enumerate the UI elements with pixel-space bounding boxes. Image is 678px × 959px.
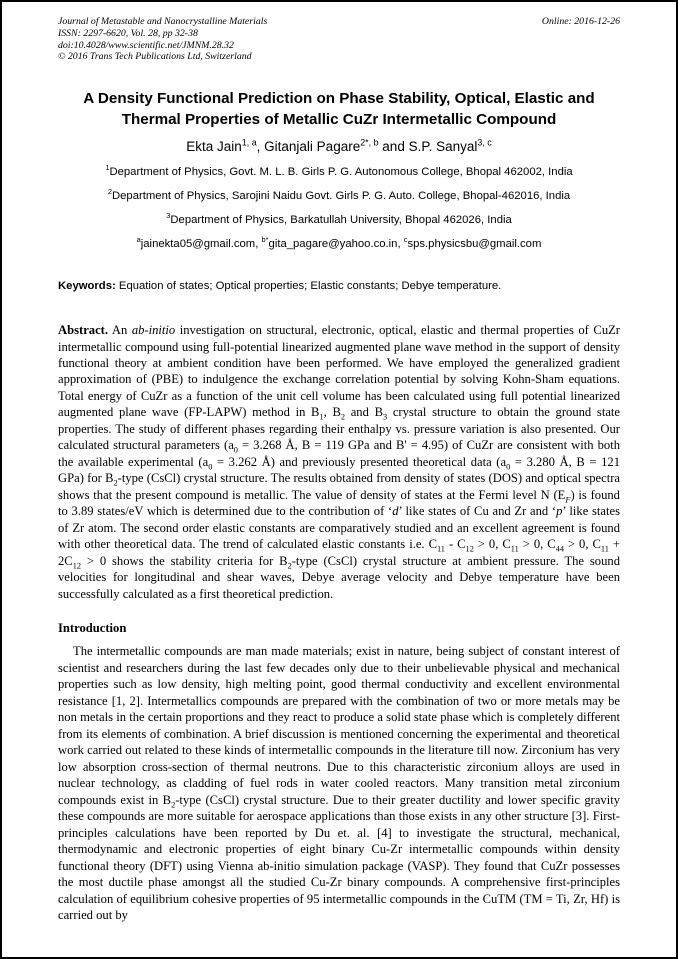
abstract-paragraph: Abstract. An ab-initio investigation on structural, electronic, optical, elastic and thermal properties of CuZr intermetallic compound using full-potential linearized augmented plane wave method in the support of density functional theory at ambient condition have been performed. We have employed the generalized gradient approximation of (PBE) to indulgence the exchange correlation potential by solving Kohn-Sham equations. Total energy of CuZr as a function of the unit cell volume has been calculated using full potential linearized augmented plane wave (FP-LAPW) method in $B_1$, $B_2$ and $B_3$ crystal structure to obtain the ground state properties. The study of different phases regarding their enthalpy vs. pressure variation is also presented. Our calculated structural parameters ($a_0 = 3.268$ Å, B = 119 GPa and B' = 4.95) of CuZr are consistent with both the available experimental ($a_0 = 3.262$ Å) and previously presented theoretical data ($a_0 = 3.280$ Å, B = 121 GPa) for $B_2$-type (CsCl) crystal structure. The results obtained from density of states (DOS) and optical spectra shows that the present compound is metallic. The value of density of states at the Fermi level N $(E_F)$ is found to 3.89 states/eV which is determined due to the contribution of ‘d’ like states of Cu and Zr and ‘p’ like states of Zr atom. The second order elastic constants are comparatively studied and an excellent agreement is found with other theoretical data. The trend of calculated elastic constants i.e. $C_{11} - C_{12} > 0$, $C_{11} > 0$, $C_{44} > 0$, $C_{11} + 2C_{12} > 0$ shows the stability criteria for $B_2$-type (CsCl) crystal structure at ambient pressure. The sound velocities for longitudinal and shear waves, Debye average velocity and Debye temperature have been successfully calculated as a first theoretical prediction. xyxy=(58,323,621,601)
affiliation-3: $^3$Department of Physics, Barkatullah University, Bhopal 462026, India xyxy=(166,211,512,227)
authors-line: Ekta Jain$^{1, a}$, Gitanjali Pagare$^{2*, b}$ and S.P. Sanyal$^{3, c}$ xyxy=(186,137,492,155)
issn-line: ISSN: 2297-6620, Vol. 28, pp 32-38 xyxy=(58,27,198,39)
paper-title: A Density Functional Prediction on Phase Stability, Optical, Elastic and Thermal Properties of Metallic CuZr Intermetallic Compound xyxy=(83,90,595,128)
introduction-paragraph: The intermetallic compounds are man made materials; exist in nature, being subject of constant interest of scientist and researchers during the last few decades only due to their unbelievable physical and mechanical properties such as low density, high melting point, good thermal conductivity and excellent environmental resistance [1, 2]. Intermetallics compounds are prepared with the combination of two or more metals may be non metals in the certain proportions and they react to produce a solid state phase which is completely different from its elements of combination. A brief discussion is mentioned concerning the experimental and theoretical work carried out related to these kinds of intermetallic compounds in the literature till now. Zirconium has very low absorption cross-section of thermal neutrons. Due to this characteristic zirconium alloys are used in nuclear technology, as cladding of fuel rods in water cooled reactors. Many transition metal zirconium compounds exist in $B_2$-type (CsCl) crystal structure. Due to their greater ductility and lower specific gravity these compounds are more suitable for aerospace applications than those exists in any other structure [3]. First-principles calculations have been reported by Du et. al. [4] to investigate the structural, mechanical, thermodynamic and electronic properties of eight binary Cu-Zr intermetallic compounds within density functional theory (DFT) using Vienna ab-initio simulation package (VASP). They found that CuZr possesses the most ductile phase amongst all the studied Cu-Zr binary compounds. A comprehensive first-principles calculation of equilibrium cohesive properties of 95 intermetallic compounds in the CuTM (TM = Ti, Zr, Hf) is carried out by xyxy=(58,644,621,923)
author-emails: $^a$jainekta05@gmail.com, $^{b*}$gita_pagare@yahoo.co.in, $^c$sps.physicsbu@gmail.com xyxy=(136,235,542,251)
journal-header xyxy=(58,16,620,63)
journal-name: Journal of Metastable and Nanocrystalline Materials xyxy=(58,16,268,27)
section-heading-introduction: Introduction xyxy=(58,621,127,636)
online-date: Online: 2016-12-26 xyxy=(541,16,620,27)
doi-line: doi:10.4028/www.scientific.net/JMNM.28.32 xyxy=(58,39,234,51)
affiliation-2: $^2$Department of Physics, Sarojini Naidu Govt. Girls P. G. Auto. College, Bhopal-462016, India xyxy=(107,187,571,203)
copyright-line: © 2016 Trans Tech Publications Ltd, Switzerland xyxy=(58,51,252,63)
affiliation-1: $^1$Department of Physics, Govt. M. L. B. Girls P. G. Autonomous College, Bhopal 462002, India xyxy=(105,163,573,179)
keywords-line: Keywords: Equation of states; Optical properties; Elastic constants; Debye temperature. xyxy=(58,280,502,293)
